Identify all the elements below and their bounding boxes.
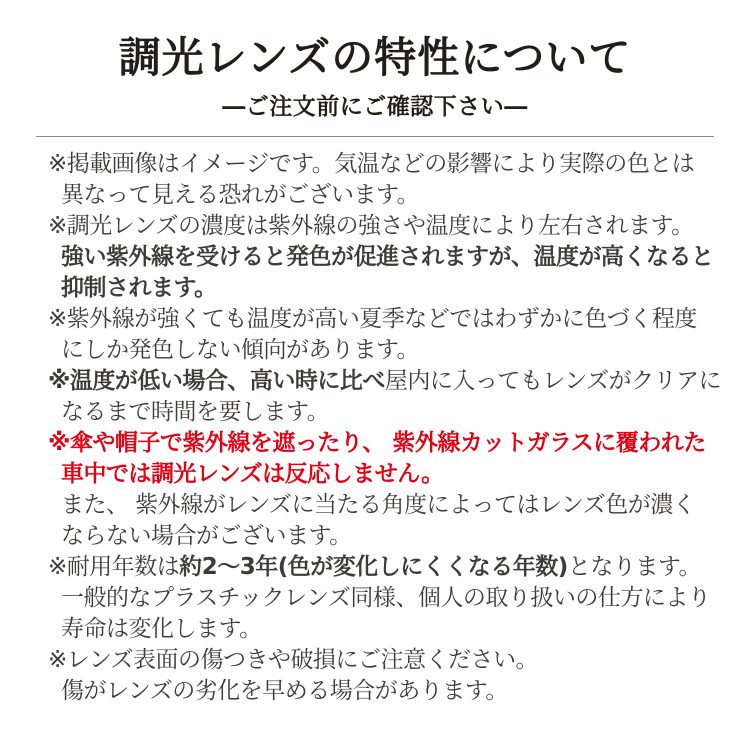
note-segment: ※耐用年数は — [48, 554, 180, 580]
note-line — [48, 149, 722, 180]
note-line — [48, 459, 722, 490]
note-segment: ※傘や帽子で紫外線を遮ったり、 紫外線カットガラスに覆われた — [48, 430, 706, 456]
note-line — [48, 397, 722, 428]
note-segment: 傷がレンズの劣化を早める場合があります。 — [61, 678, 508, 704]
note-segment: また、 紫外線がレンズに当たる角度によってはレンズ色が濃く — [61, 492, 696, 518]
note-segment: 一般的なプラスチックレンズ同様、個人の取り扱いの仕方により — [61, 585, 711, 611]
note-segment: 車中では調光レンズは反応しません。 — [61, 461, 444, 487]
note-line — [48, 428, 722, 459]
note-line — [48, 335, 722, 366]
note-line — [48, 242, 722, 273]
note-line — [48, 366, 722, 397]
note-line — [48, 273, 722, 304]
page-title: 調光レンズの特性について — [118, 33, 632, 82]
note-line — [48, 552, 722, 583]
note-segment: 約2～3年(色が変化しにくくなる年数) — [179, 554, 568, 580]
notes-list — [0, 149, 750, 707]
note-segment: 屋内に入ってもレンズがクリアに — [384, 368, 722, 394]
note-segment: ※調光レンズの濃度は紫外線の強さや温度により左右されます。 — [48, 213, 694, 239]
page-subtitle: ―ご注文前にご確認下さい― — [222, 93, 528, 120]
note-line — [48, 614, 722, 645]
note-line — [48, 490, 722, 521]
note-line — [48, 304, 722, 335]
note-segment: 強い紫外線を受けると発色が促進されますが、温度が高くなると — [61, 244, 714, 270]
note-segment: 抑制されます。 — [61, 275, 217, 301]
note-segment: ※レンズ表面の傷つきや破損にご注意ください。 — [48, 647, 539, 673]
note-segment: となります。 — [567, 554, 701, 580]
note-segment: ※掲載画像はイメージです。気温などの影響により実際の色とは — [48, 151, 695, 177]
header — [0, 0, 750, 120]
note-segment: ※紫外線が強くても温度が高い夏季などではわずかに色づく程度 — [48, 306, 697, 332]
note-line — [48, 521, 722, 552]
note-segment: ※温度が低い場合、高い時に比べ — [48, 368, 385, 394]
note-segment: なるまで時間を要します。 — [61, 399, 330, 425]
note-segment: 寿命は変化します。 — [61, 616, 262, 642]
note-line — [48, 583, 722, 614]
note-line — [48, 676, 722, 707]
note-segment: 異なって見える恐れがございます。 — [61, 182, 420, 208]
divider-line — [36, 136, 714, 137]
note-line — [48, 645, 722, 676]
note-line — [48, 211, 722, 242]
note-line — [48, 180, 722, 211]
note-segment: にしか発色しない傾向があります。 — [61, 337, 420, 363]
note-segment: ならない場合がございます。 — [61, 523, 352, 549]
